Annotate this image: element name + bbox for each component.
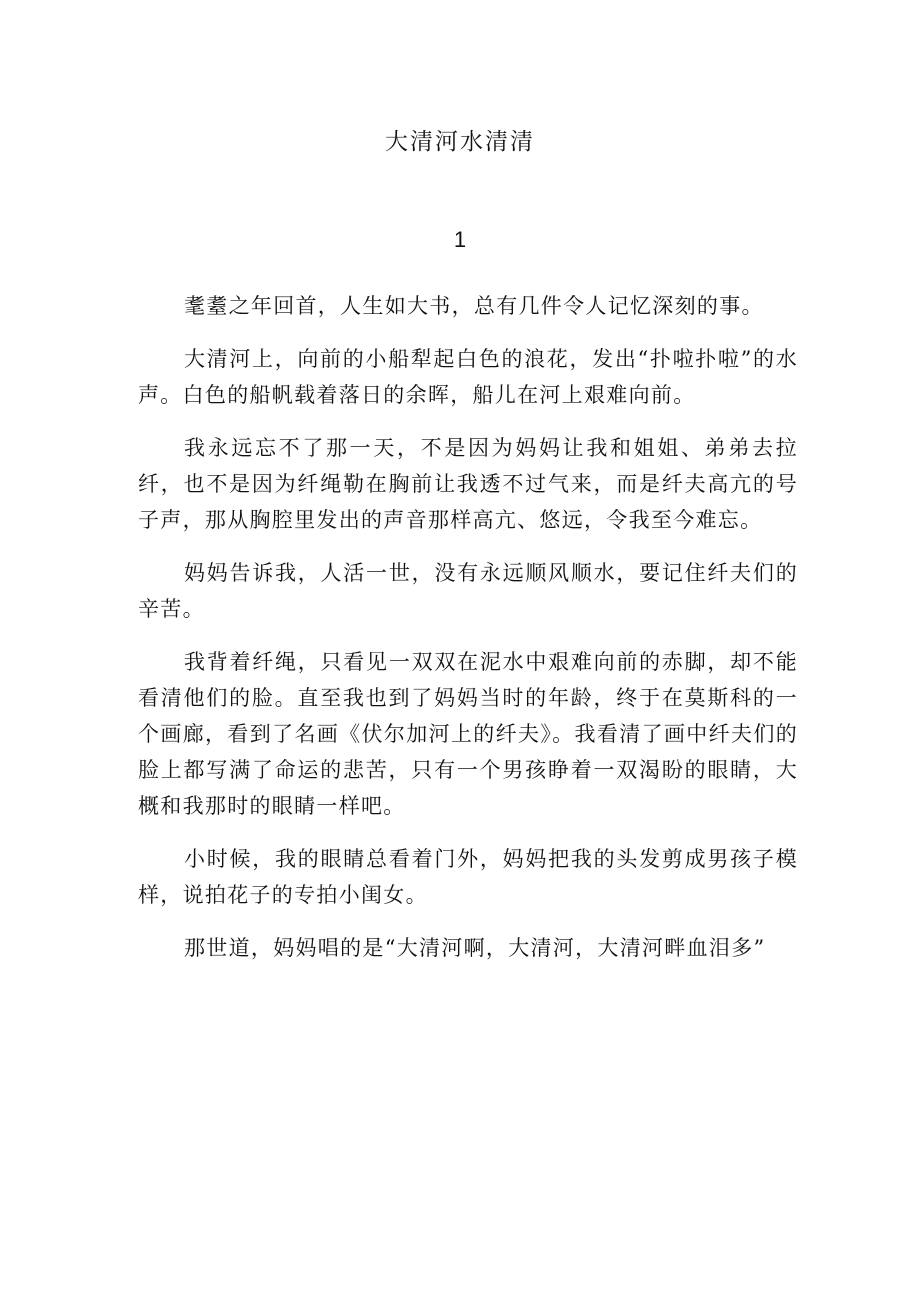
paragraph: 小时候，我的眼睛总看着门外，妈妈把我的头发剪成男孩子模样，说拍花子的专拍小闺女。 — [138, 847, 798, 907]
paragraph: 我背着纤绳，只看见一双双在泥水中艰难向前的赤脚，却不能看清他们的脸。直至我也到了妈妈当时的年龄，终于在莫斯科的一个画廊，看到了名画《伏尔加河上的纤夫》。我看清了画中纤夫们的脸上都写满了命运的悲苦，只有一个男孩睁着一双渴盼的眼睛，大概和我那时的眼睛一样吧。 — [138, 650, 798, 818]
document-title: 大清河水清清 — [385, 129, 535, 155]
paragraph: 耄耋之年回首，人生如大书，总有几件令人记忆深刻的事。 — [184, 294, 764, 318]
paragraph: 我永远忘不了那一天，不是因为妈妈让我和姐姐、弟弟去拉纤，也不是因为纤绳勒在胸前让我透不过气来，而是纤夫高亢的号子声，那从胸腔里发出的声音那样高亢、悠远，令我至今难忘。 — [138, 436, 798, 532]
section-number: 1 — [453, 227, 467, 252]
document-body — [138, 288, 798, 983]
paragraph: 那世道，妈妈唱的是“大清河啊，大清河，大清河畔血泪多” — [184, 936, 766, 960]
paragraph: 大清河上，向前的小船犁起白色的浪花，发出“扑啦扑啦”的水声。白色的船帆载着落日的余晖，船儿在河上艰难向前。 — [138, 347, 798, 407]
paragraph: 妈妈告诉我，人活一世，没有永远顺风顺水，要记住纤夫们的辛苦。 — [138, 561, 798, 621]
